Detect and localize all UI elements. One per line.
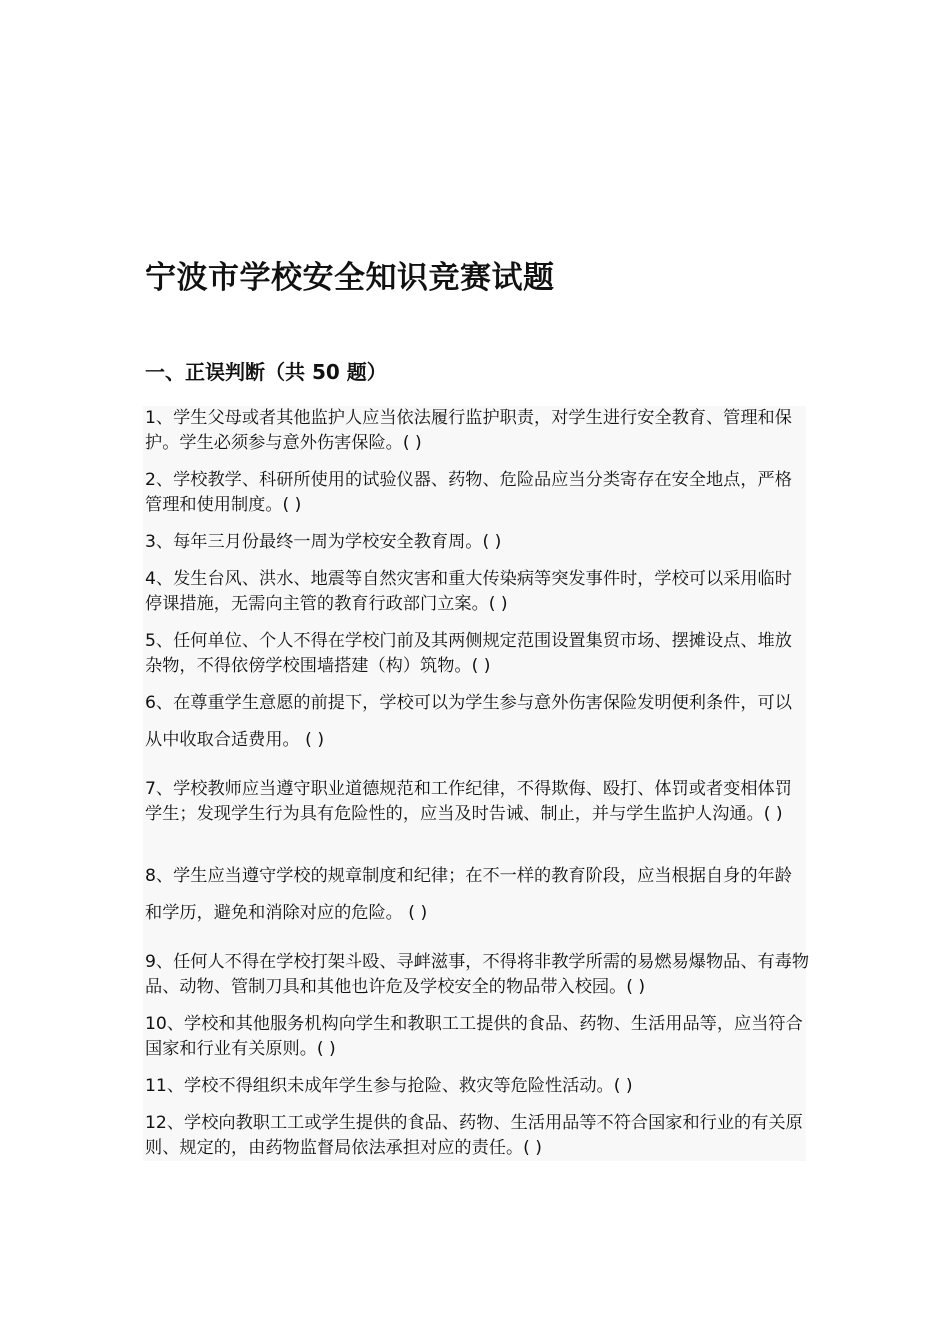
- question-item: 5、任何单位、个人不得在学校门前及其两侧规定范围设置集贸市场、摆摊设点、堆放杂物，不得依傍学校围墙搭建（构）筑物。( ): [145, 631, 792, 676]
- document-title: 宁波市学校安全知识竞赛试题: [145, 260, 555, 296]
- question-item: 1、学生父母或者其他监护人应当依法履行监护职责，对学生进行安全教育、管理和保护。学生必须参与意外伤害保险。( ): [145, 408, 792, 453]
- question-item: 11、学校不得组织未成年学生参与抢险、救灾等危险性活动。( ): [145, 1076, 633, 1096]
- question-item: 7、学校教师应当遵守职业道德规范和工作纪律，不得欺侮、殴打、体罚或者变相体罚学生；发现学生行为具有危险性的，应当及时告诫、制止，并与学生监护人沟通。( ): [145, 779, 792, 824]
- question-item: 12、学校向教职工工或学生提供的食品、药物、生活用品等不符合国家和行业的有关原则、规定的，由药物监督局依法承担对应的责任。( ): [145, 1113, 803, 1158]
- question-item: 3、每年三月份最终一周为学校安全教育周。( ): [145, 532, 502, 552]
- question-item: 6、在尊重学生意愿的前提下，学校可以为学生参与意外伤害保险发明便利条件，可以从中收取合适费用。 ( ): [145, 693, 792, 750]
- question-item: 4、发生台风、洪水、地震等自然灾害和重大传染病等突发事件时，学校可以采用临时停课措施，无需向主管的教育行政部门立案。( ): [145, 569, 792, 614]
- question-item: 8、学生应当遵守学校的规章制度和纪律；在不一样的教育阶段，应当根据自身的年龄和学历，避免和消除对应的危险。 ( ): [145, 866, 792, 923]
- question-item: 10、学校和其他服务机构向学生和教职工工提供的食品、药物、生活用品等，应当符合国家和行业有关原则。( ): [145, 1014, 803, 1059]
- section-heading: 一、正误判断（共 50 题）: [145, 360, 387, 384]
- question-item: 9、任何人不得在学校打架斗殴、寻衅滋事，不得将非教学所需的易燃易爆物品、有毒物品、动物、管制刀具和其他也许危及学校安全的物品带入校园。( ): [145, 952, 810, 997]
- question-item: 2、学校教学、科研所使用的试验仪器、药物、危险品应当分类寄存在安全地点，严格管理和使用制度。( ): [145, 470, 792, 515]
